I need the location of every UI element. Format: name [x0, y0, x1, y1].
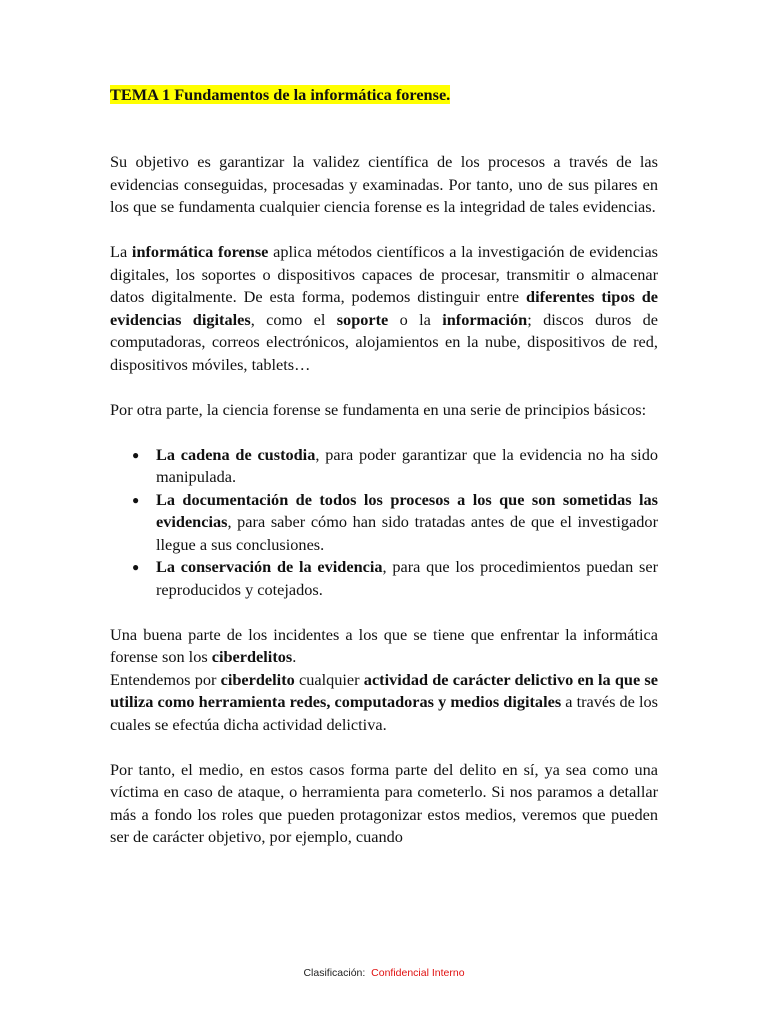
bold-term: actividad de carácter delictivo en la que se utiliza como herramienta redes, computadoras y medios digitales [110, 669, 658, 711]
bullet-icon: ● [132, 492, 140, 507]
list-item [132, 556, 659, 601]
principles-list [110, 444, 658, 602]
bold-term: diferentes tipos de evidencias digitales [110, 287, 658, 329]
text-run: , para que los procedimientos puedan ser reproducidos y cotejados. [156, 557, 659, 599]
text-run: , para saber cómo han sido tratadas antes de que el investigador llegue a sus conclusiones. [156, 512, 658, 554]
list-item [132, 489, 658, 557]
bold-term: soporte [336, 309, 389, 329]
paragraph-principios: Por otra parte, la ciencia forense se fundamenta en una serie de principios básicos: [110, 399, 647, 419]
text-run: Una buena parte de los incidentes a los que se tiene que enfrentar la informática forense son los [110, 624, 658, 666]
text-run: cualquier [294, 669, 364, 689]
document-title [110, 84, 658, 106]
text-run: aplica métodos científicos a la investigación de evidencias digitales, los soportes o dispositivos capaces de procesar, transmitir o almacenar datos digitalmente. De esta forma, podemos distinguir entre [110, 242, 659, 306]
classification-value: Confidencial Interno [371, 967, 465, 979]
bullet-icon: ● [132, 560, 140, 574]
bold-term: información [442, 309, 528, 329]
bold-term: La cadena de custodia [156, 444, 316, 464]
bold-term: ciberdelito [220, 669, 295, 689]
paragraph-definicion-ciberdelito [110, 669, 658, 737]
bold-term: informática forense [131, 242, 269, 261]
paragraph-medio: Por tanto, el medio, en estos casos forma parte del delito en sí, ya sea como una víctima en caso de ataque, o herramienta para cometerlo. Si nos paramos a detallar más a fondo los roles que pueden protagonizar estos medios, veremos que pueden ser de carácter objetivo, por ejemplo, cuando [110, 759, 658, 846]
text-run: , como el [250, 309, 337, 329]
paragraph-objetivo: Su objetivo es garantizar la validez científica de los procesos a través de las evidencias conseguidas, procesadas y examinadas. Por tanto, uno de sus pilares en los que se fundamenta cualquier ciencia forense es la integridad de tales evidencias. [110, 152, 658, 216]
page-footer [0, 967, 768, 979]
text-run: ; discos duros de computadoras, correos electrónicos, alojamientos en la nube, dispositivos de red, dispositivos móviles, tablets… [110, 309, 659, 374]
bold-term: ciberdelitos [211, 647, 293, 666]
paragraph-informatica-forense [110, 241, 658, 376]
text-run: a través de los cuales se efectúa dicha actividad delictiva. [110, 692, 658, 734]
bold-term: La conservación de la evidencia [156, 557, 383, 576]
text-run: Entendemos por [110, 669, 221, 689]
document-body [110, 84, 658, 871]
text-run: La [110, 242, 132, 261]
bold-term: La documentación de todos los procesos a los que son sometidas las evidencias [156, 489, 658, 531]
bullet-icon: ● [132, 447, 140, 462]
paragraph-ciberdelitos [110, 624, 658, 669]
text-run: , para poder garantizar que la evidencia no ha sido manipulada. [156, 444, 658, 486]
list-item [132, 444, 658, 489]
text-run: o la [388, 309, 443, 329]
text-run: . [292, 647, 297, 666]
classification-label: Clasificación: [303, 967, 366, 979]
highlighted-title-text: TEMA 1 Fundamentos de la informática forense. [110, 85, 451, 104]
